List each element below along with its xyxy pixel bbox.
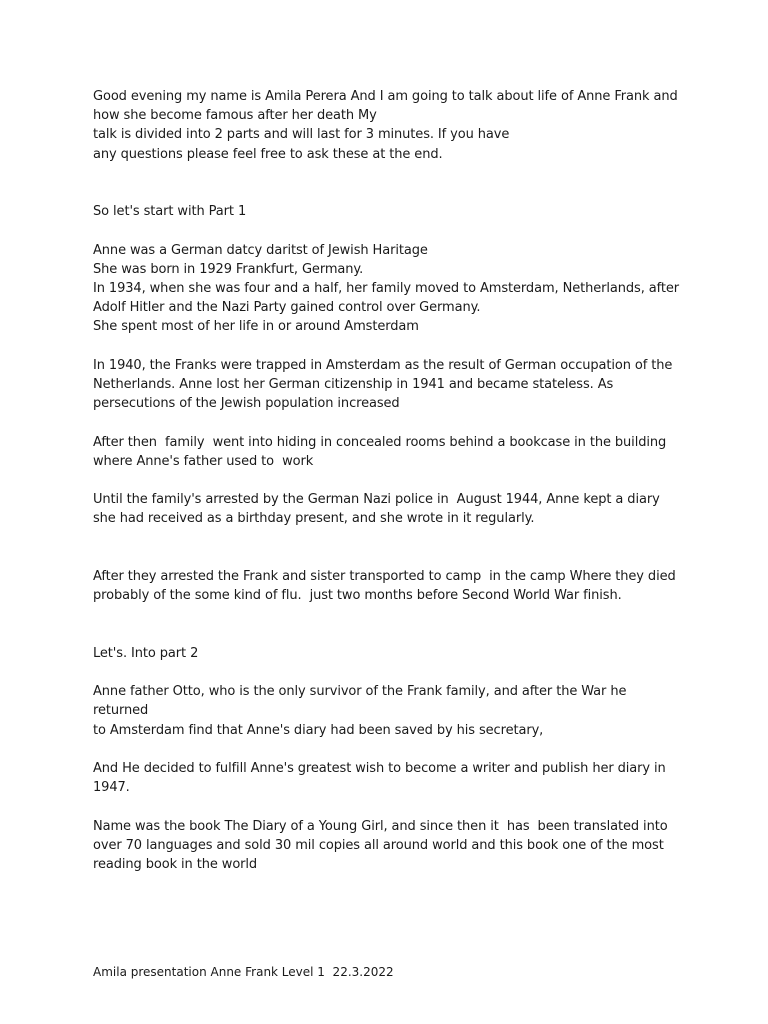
document-body <box>93 87 683 874</box>
paragraph-part2-heading: Let's. Into part 2 <box>93 645 199 661</box>
paragraph-birth: Anne was a German datcy daritst of Jewish Haritage She was born in 1929 Frankfurt, Germany. In 1934, when she was four and a half, her family moved to Amsterdam, Netherlands, after Adolf Hitler and the Nazi Party gained control over Germany. She spent most of her life in or around Amsterdam <box>93 242 680 335</box>
paragraph-otto: Anne father Otto, who is the only survivor of the Frank family, and after the War he returned to Amsterdam find that Anne's diary had been saved by his secretary, <box>93 684 627 738</box>
paragraph-diary: Until the family's arrested by the German Nazi police in August 1944, Anne kept a diary she had received as a birthday present, and she wrote in it regularly. <box>93 492 660 527</box>
paragraph-occupation: In 1940, the Franks were trapped in Amsterdam as the result of German occupation of the Netherlands. Anne lost her German citizenship in 1941 and became stateless. As persecutions of the Jewish population increased <box>93 357 673 412</box>
paragraph-part1-heading: So let's start with Part 1 <box>93 204 247 220</box>
spacer <box>93 605 683 643</box>
paragraph-publish: And He decided to fulfill Anne's greatest wish to become a writer and publish her diary in 1947. <box>93 760 666 796</box>
page-footer: Amila presentation Anne Frank Level 1 22.3.2022 <box>93 965 394 979</box>
spacer <box>93 413 683 432</box>
spacer <box>93 471 683 490</box>
spacer <box>93 337 683 356</box>
spacer <box>93 663 683 682</box>
spacer <box>93 164 683 202</box>
spacer <box>93 797 683 816</box>
spacer <box>93 740 683 759</box>
paragraph-intro: Good evening my name is Amila Perera And I am going to talk about life of Anne Frank and how she become famous after her death My talk is divided into 2 parts and will last for 3 minutes. If you have any questions please feel free to ask these at the end. <box>93 89 678 162</box>
paragraph-hiding: After then family went into hiding in concealed rooms behind a bookcase in the building where Anne's father used to work <box>93 434 667 469</box>
spacer <box>93 529 683 567</box>
paragraph-camp: After they arrested the Frank and sister transported to camp in the camp Where they died probably of the some kind of flu. just two months before Second World War finish. <box>93 568 676 604</box>
spacer <box>93 221 683 240</box>
paragraph-book: Name was the book The Diary of a Young Girl, and since then it has been translated into over 70 languages and sold 30 mil copies all around world and this book one of the most reading book in the world <box>93 818 668 872</box>
